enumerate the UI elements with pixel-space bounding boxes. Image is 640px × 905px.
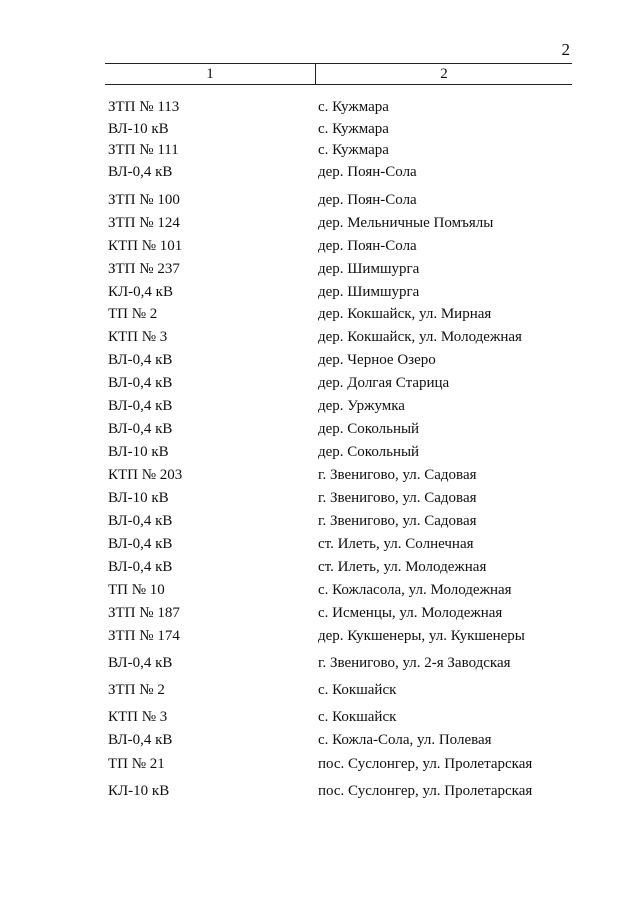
location-cell: с. Кокшайск xyxy=(318,682,397,698)
table-row xyxy=(0,487,640,509)
location-cell: дер. Уржумка xyxy=(318,398,405,414)
table-row xyxy=(0,235,640,257)
object-name-cell: ВЛ-0,4 кВ xyxy=(108,164,173,180)
table-row xyxy=(0,753,640,775)
location-cell: дер. Долгая Старица xyxy=(318,375,450,391)
table-row xyxy=(0,602,640,624)
object-name-cell: КТП № 203 xyxy=(108,467,183,483)
object-name-cell: ЗТП № 2 xyxy=(108,682,165,698)
object-name-cell: ВЛ-0,4 кВ xyxy=(108,655,173,671)
table-row xyxy=(0,706,640,728)
location-cell: дер. Поян-Сола xyxy=(318,164,417,180)
object-name-cell: КЛ-10 кВ xyxy=(108,783,170,799)
object-name-cell: ВЛ-0,4 кВ xyxy=(108,398,173,414)
table-row xyxy=(0,441,640,463)
location-cell: пос. Суслонгер, ул. Пролетарская xyxy=(318,756,533,772)
page-number: 2 xyxy=(561,40,570,59)
object-name-cell: ВЛ-10 кВ xyxy=(108,121,169,137)
object-name-cell: ТП № 10 xyxy=(108,582,165,598)
table-row xyxy=(0,139,640,161)
object-name-cell: ЗТП № 174 xyxy=(108,628,180,644)
location-cell: дер. Черное Озеро xyxy=(318,352,436,368)
table-row xyxy=(0,729,640,751)
header-col-1: 1 xyxy=(105,64,316,84)
table-row xyxy=(0,161,640,183)
table-row xyxy=(0,326,640,348)
location-cell: с. Кужмара xyxy=(318,142,389,158)
object-name-cell: ЗТП № 100 xyxy=(108,192,180,208)
object-name-cell: ВЛ-0,4 кВ xyxy=(108,513,173,529)
location-cell: с. Кожла-Сола, ул. Полевая xyxy=(318,732,492,748)
location-cell: ст. Илеть, ул. Молодежная xyxy=(318,559,487,575)
location-cell: дер. Кукшенеры, ул. Кукшенеры xyxy=(318,628,525,644)
object-name-cell: ЗТП № 237 xyxy=(108,261,180,277)
table-row xyxy=(0,464,640,486)
table-row xyxy=(0,96,640,118)
location-cell: с. Кожласола, ул. Молодежная xyxy=(318,582,512,598)
object-name-cell: ЗТП № 187 xyxy=(108,605,180,621)
table-row xyxy=(0,281,640,303)
location-cell: с. Кужмара xyxy=(318,121,389,137)
table-row xyxy=(0,118,640,140)
table-row xyxy=(0,418,640,440)
object-name-cell: ТП № 21 xyxy=(108,756,165,772)
table-row xyxy=(0,652,640,674)
location-cell: дер. Сокольный xyxy=(318,421,420,437)
object-name-cell: ВЛ-0,4 кВ xyxy=(108,421,173,437)
object-name-cell: ВЛ-0,4 кВ xyxy=(108,352,173,368)
location-cell: с. Кужмара xyxy=(318,99,389,115)
location-cell: дер. Сокольный xyxy=(318,444,420,460)
object-name-cell: ЗТП № 111 xyxy=(108,142,179,158)
table-row xyxy=(0,780,640,802)
location-cell: дер. Поян-Сола xyxy=(318,192,417,208)
table-row xyxy=(0,258,640,280)
table-row xyxy=(0,625,640,647)
object-name-cell: ВЛ-0,4 кВ xyxy=(108,536,173,552)
object-name-cell: ЗТП № 113 xyxy=(108,99,180,115)
header-col-2: 2 xyxy=(440,66,448,82)
table-row xyxy=(0,372,640,394)
object-name-cell: ВЛ-10 кВ xyxy=(108,490,169,506)
location-cell: с. Исменцы, ул. Молодежная xyxy=(318,605,503,621)
table-row xyxy=(0,679,640,701)
table-row xyxy=(0,349,640,371)
table-row xyxy=(0,212,640,234)
location-cell: дер. Мельничные Помъялы xyxy=(318,215,494,231)
object-name-cell: ВЛ-10 кВ xyxy=(108,444,169,460)
object-name-cell: КТП № 3 xyxy=(108,329,168,345)
object-name-cell: КТП № 101 xyxy=(108,238,183,254)
table-row xyxy=(0,579,640,601)
location-cell: дер. Кокшайск, ул. Молодежная xyxy=(318,329,522,345)
location-cell: с. Кокшайск xyxy=(318,709,397,725)
location-cell: пос. Суслонгер, ул. Пролетарская xyxy=(318,783,533,799)
location-cell: ст. Илеть, ул. Солнечная xyxy=(318,536,474,552)
table-row xyxy=(0,533,640,555)
location-cell: г. Звенигово, ул. Садовая xyxy=(318,467,477,483)
location-cell: г. Звенигово, ул. Садовая xyxy=(318,490,477,506)
table-row xyxy=(0,556,640,578)
object-name-cell: ТП № 2 xyxy=(108,306,158,322)
location-cell: г. Звенигово, ул. 2-я Заводская xyxy=(318,655,511,671)
table-row xyxy=(0,303,640,325)
table-row xyxy=(0,510,640,532)
object-name-cell: ВЛ-0,4 кВ xyxy=(108,732,173,748)
object-name-cell: ЗТП № 124 xyxy=(108,215,180,231)
table-row xyxy=(0,189,640,211)
location-cell: дер. Шимшурга xyxy=(318,261,420,277)
object-name-cell: КТП № 3 xyxy=(108,709,168,725)
location-cell: г. Звенигово, ул. Садовая xyxy=(318,513,477,529)
location-cell: дер. Шимшурга xyxy=(318,284,420,300)
table-row xyxy=(0,395,640,417)
location-cell: дер. Кокшайск, ул. Мирная xyxy=(318,306,492,322)
location-cell: дер. Поян-Сола xyxy=(318,238,417,254)
object-name-cell: ВЛ-0,4 кВ xyxy=(108,559,173,575)
object-name-cell: КЛ-0,4 кВ xyxy=(108,284,173,300)
object-name-cell: ВЛ-0,4 кВ xyxy=(108,375,173,391)
